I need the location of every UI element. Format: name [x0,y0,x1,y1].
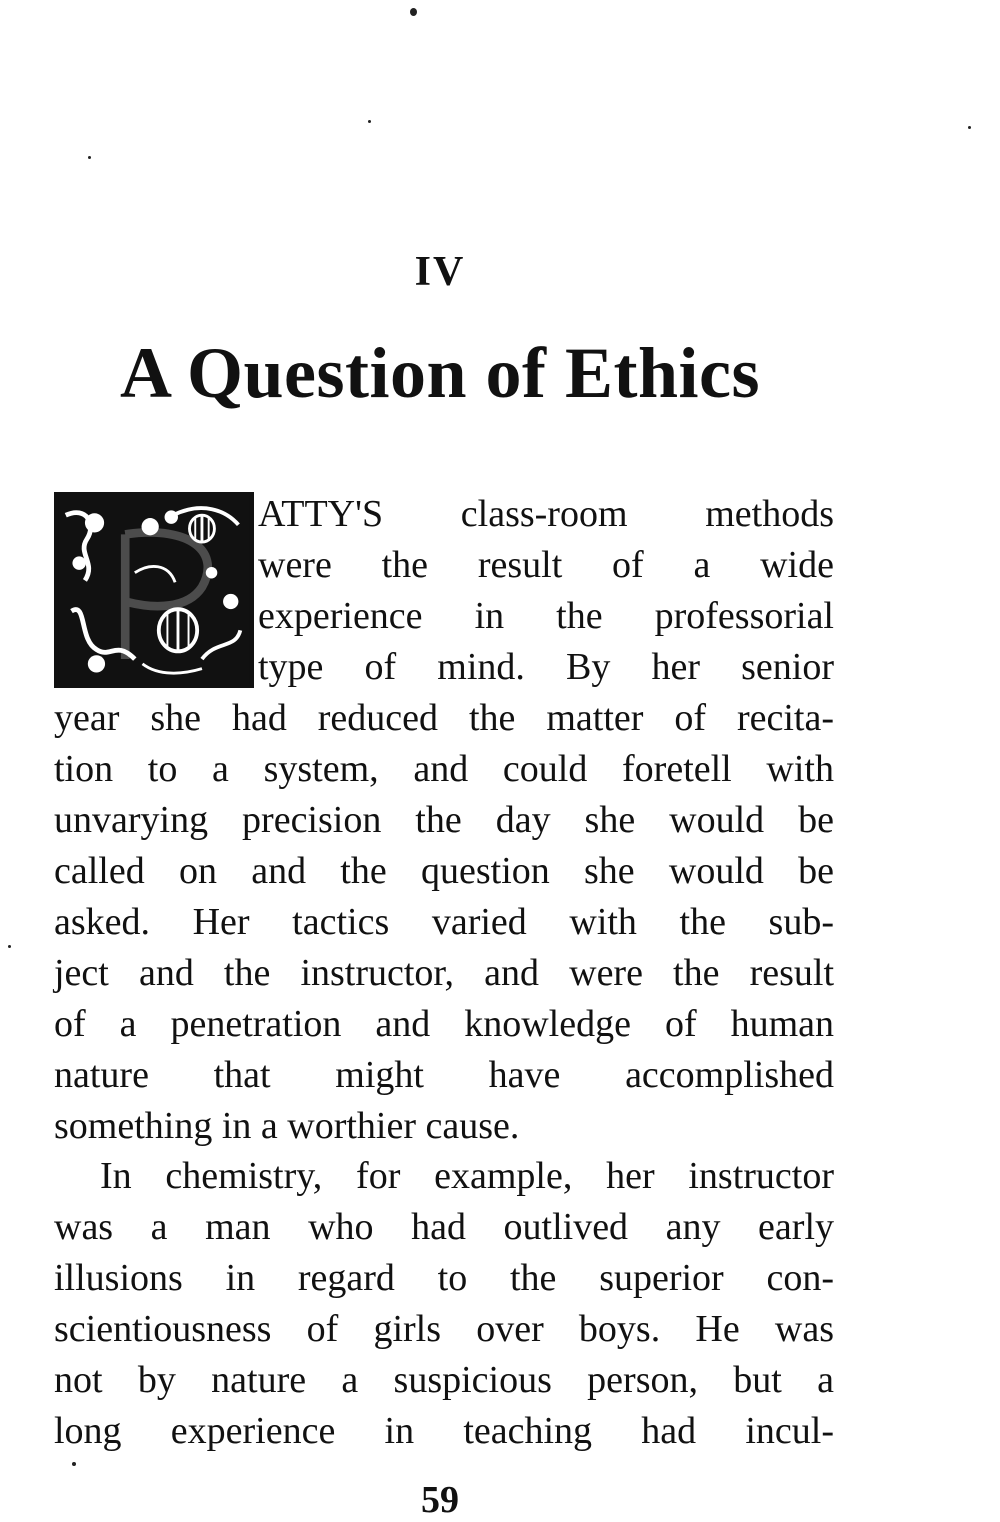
paragraph-1-line: something in a worthier cause. [54,1105,520,1147]
paragraph-1-line: were the result of a wide [258,544,834,586]
paragraph-1-line: nature that might have accomplished [54,1054,834,1096]
paragraph-1-line: unvarying precision the day she would be [54,799,834,841]
paragraph-1-line: year she had reduced the matter of recita- [54,697,834,739]
paragraph-1-line: tion to a system, and could foretell with [54,748,834,790]
drop-cap [54,492,254,688]
paragraph-1-line: ATTY'S class-room methods [258,493,834,535]
paragraph-1-line: type of mind. By her senior [258,646,834,688]
paragraph-2-line: long experience in teaching had incul- [54,1410,834,1452]
paragraph-1-line: asked. Her tactics varied with the sub- [54,901,834,943]
paragraph-1-line: of a penetration and knowledge of human [54,1003,834,1045]
chapter-title: A Question of Ethics [119,333,761,413]
paragraph-2-line: illusions in regard to the superior con- [54,1257,834,1299]
scan-speck [410,8,417,16]
paragraph-2-line: scientiousness of girls over boys. He was [54,1308,834,1350]
scan-speck [8,945,11,948]
ornamental-drop-cap-icon [58,496,250,684]
page-number: 59 [421,1479,459,1521]
paragraph-1-line: ject and the instructor, and were the result [54,952,834,994]
paragraph-2-line: was a man who had outlived any early [54,1206,834,1248]
paragraph-2-line: not by nature a suspicious person, but a [54,1359,834,1401]
paragraph-2-line: In chemistry, for example, her instructor [100,1155,834,1197]
paragraph-1-line: experience in the professorial [258,595,834,637]
scan-speck [88,156,91,159]
scan-speck [368,120,371,123]
scan-speck [72,1462,76,1466]
paragraph-1-line: called on and the question she would be [54,850,834,892]
scan-speck [968,126,971,129]
chapter-number: IV [414,249,466,295]
